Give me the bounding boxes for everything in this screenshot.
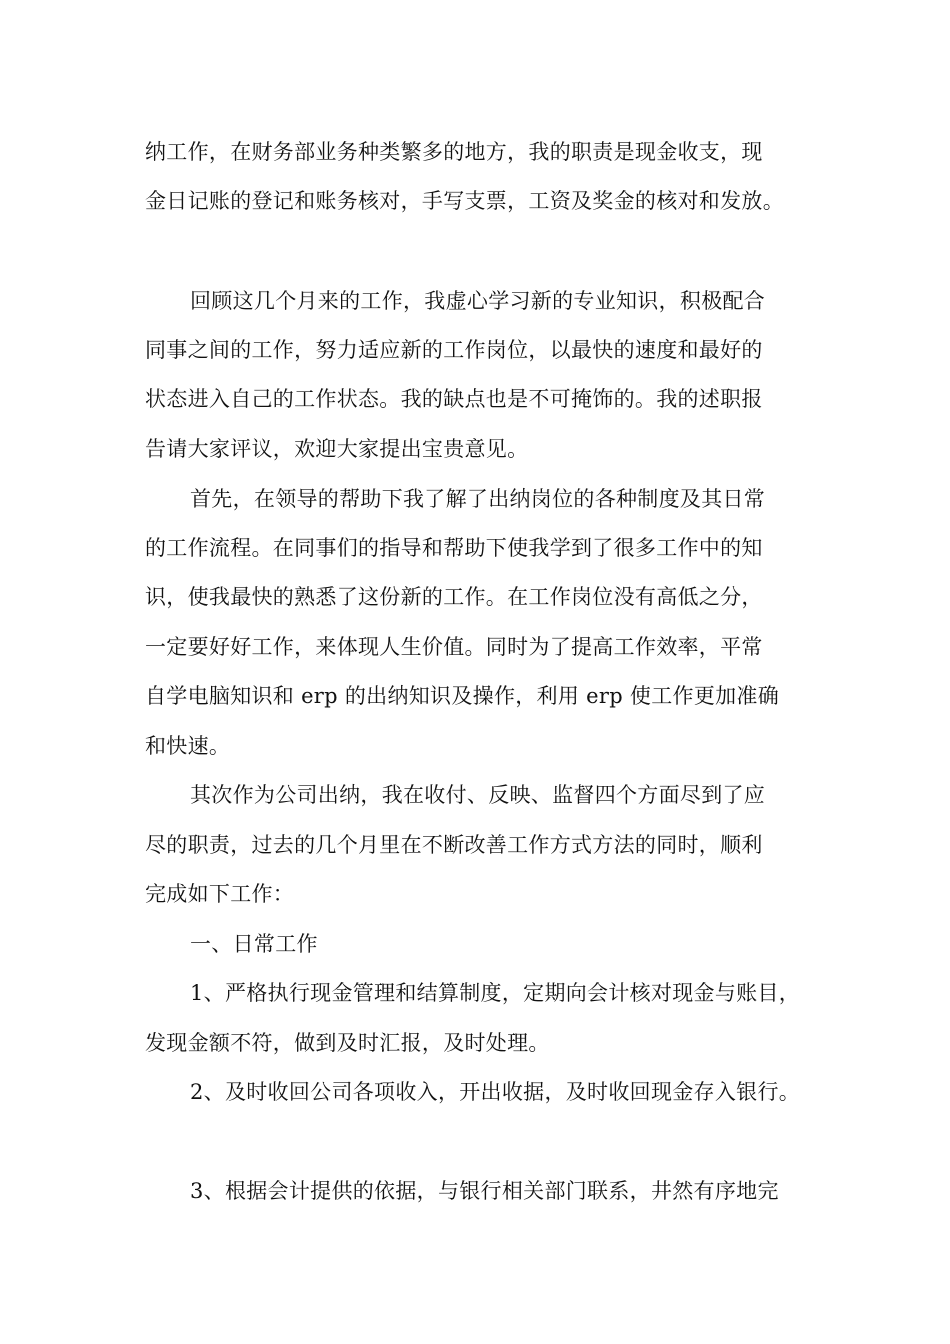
paragraph-start-line: 回顾这几个月来的工作，我虚心学习新的专业知识，积极配合	[190, 289, 766, 313]
text-line: 识，使我最快的熟悉了这份新的工作。在工作岗位没有高低之分，	[145, 585, 763, 609]
text-line: 尽的职责，过去的几个月里在不断改善工作方式方法的同时，顺利	[145, 833, 763, 857]
paragraph-start-line: 首先，在领导的帮助下我了解了出纳岗位的各种制度及其日常	[190, 487, 766, 511]
text-line: 告请大家评议，欢迎大家提出宝贵意见。	[145, 437, 529, 461]
text-line: 完成如下工作：	[145, 882, 295, 906]
text-line: 纳工作，在财务部业务种类繁多的地方，我的职责是现金收支，现	[145, 140, 763, 164]
text-line: 和快速。	[145, 734, 231, 758]
text-line: 一定要好好工作，来体现人生价值。同时为了提高工作效率，平常	[145, 635, 763, 659]
text-line: 发现金额不符，做到及时汇报，及时处理。	[145, 1031, 550, 1055]
list-item-line: 3、根据会计提供的依据，与银行相关部门联系，井然有序地完	[190, 1179, 779, 1203]
section-heading: 一、日常工作	[190, 932, 318, 956]
text-line: 自学电脑知识和 erp 的出纳知识及操作，利用 erp 使工作更加准确	[145, 684, 780, 708]
paragraph-start-line: 其次作为公司出纳，我在收付、反映、监督四个方面尽到了应	[190, 783, 766, 807]
list-item-line: 2、及时收回公司各项收入，开出收据，及时收回现金存入银行。	[190, 1080, 801, 1104]
text-line: 状态进入自己的工作状态。我的缺点也是不可掩饰的。我的述职报	[145, 387, 763, 411]
text-line: 的工作流程。在同事们的指导和帮助下使我学到了很多工作中的知	[145, 536, 763, 560]
list-item-line: 1、严格执行现金管理和结算制度，定期向会计核对现金与账目，	[190, 981, 801, 1005]
text-line: 金日记账的登记和账务核对，手写支票，工资及奖金的核对和发放。	[145, 189, 784, 213]
text-line: 同事之间的工作，努力适应新的工作岗位，以最快的速度和最好的	[145, 338, 763, 362]
